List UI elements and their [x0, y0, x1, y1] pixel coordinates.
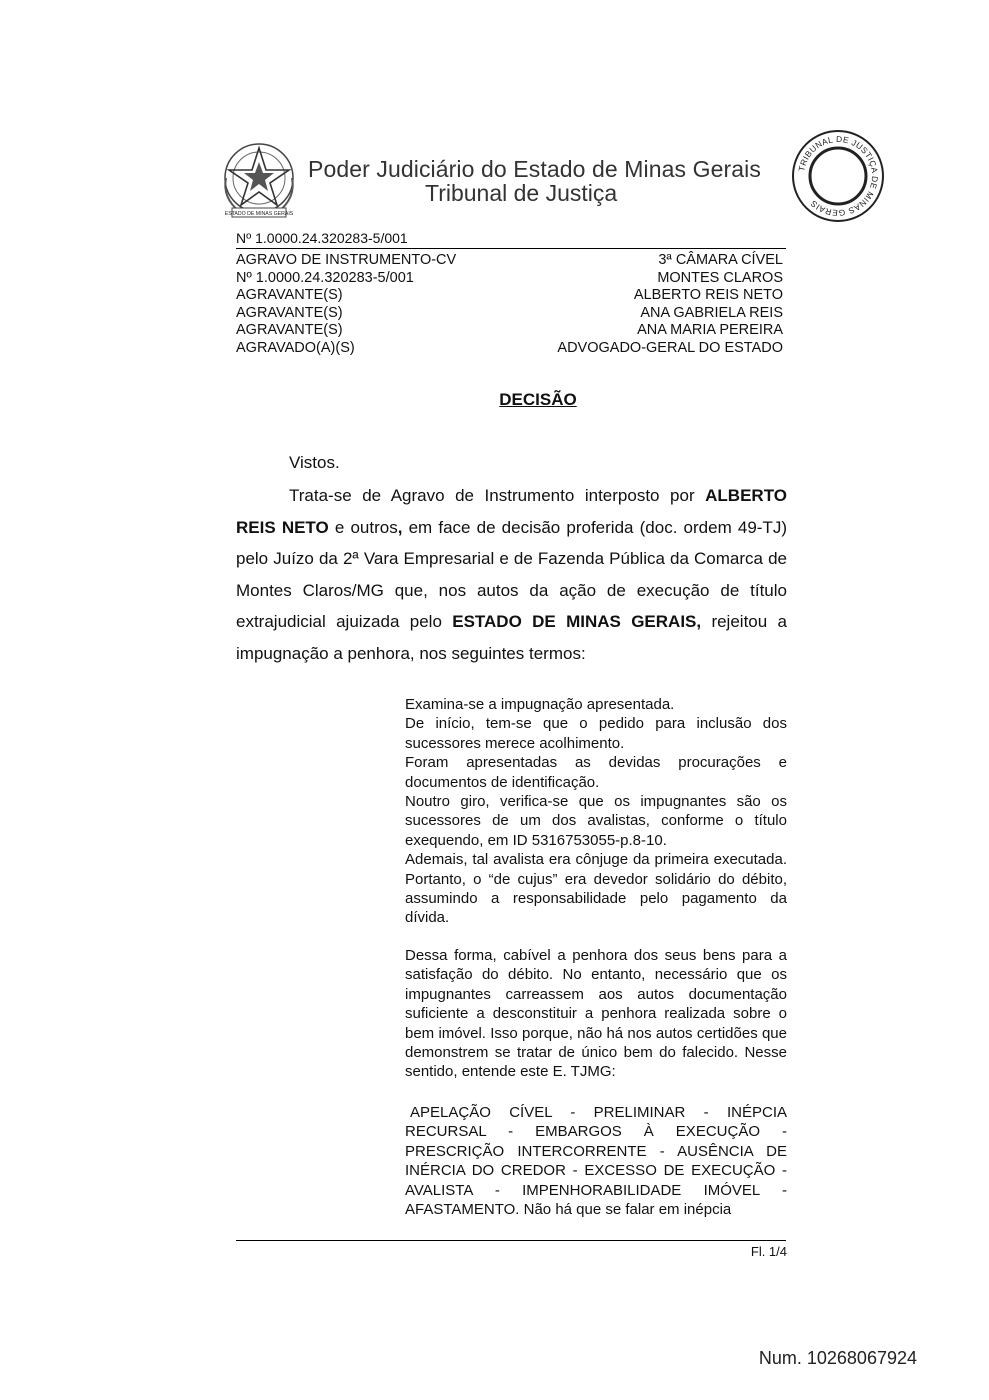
jurisprudence-text: APELAÇÃO CÍVEL - PRELIMINAR - INÉPCIA RECURSAL - EMBARGOS À EXECUÇÃO - PRESCRIÇÃO INTERCORRENTE - AUSÊNCIA DE INÉRCIA DO CREDOR - EXCESSO DE EXECUÇÃO - AVALISTA - IMPENHORABILIDADE IMÓVEL - AFASTAMENTO. Não há que se falar em inépcia	[405, 1104, 787, 1219]
jurisprudence-quote	[405, 1103, 787, 1219]
paragraph-text: rejeitou a impugnação a penhora, nos seguintes termos:	[236, 612, 787, 663]
court-seal-icon	[790, 128, 886, 224]
quote-line: Examina-se a impugnação apresentada.	[405, 696, 675, 713]
party-row	[236, 305, 783, 323]
coat-of-arms-icon	[220, 138, 298, 222]
decision-paragraph	[236, 480, 787, 669]
process-number: Nº 1.0000.24.320283-5/001	[236, 230, 408, 246]
party-value: MONTES CLAROS	[657, 269, 783, 286]
appellant-name: ALBERTO REIS NETO	[236, 486, 787, 537]
coat-of-arms-text: ESTADO DE MINAS GERAIS	[224, 211, 294, 217]
party-label: AGRAVADO(A)(S)	[236, 339, 355, 356]
parties-table	[236, 252, 783, 358]
appellee-name: ESTADO DE MINAS GERAIS,	[452, 612, 702, 631]
party-label: AGRAVANTE(S)	[236, 287, 343, 304]
vistos-text: Vistos.	[289, 453, 340, 472]
party-row	[236, 252, 783, 270]
paragraph-comma: ,	[397, 517, 403, 537]
document-number: Num. 10268067924	[758, 1348, 917, 1368]
party-value: ADVOGADO-GERAL DO ESTADO	[557, 339, 783, 356]
party-value: ANA MARIA PEREIRA	[637, 322, 783, 339]
party-row	[236, 270, 783, 288]
quote-line: Ademais, tal avalista era cônjuge da primeira executada. Portanto, o “de cujus” era devedor solidário do débito, assumindo a responsabilidade pelo pagamento da dívida.	[405, 851, 787, 927]
court-name: Poder Judiciário do Estado de Minas Gerais	[308, 156, 761, 182]
party-row	[236, 322, 783, 340]
tribunal-name: Tribunal de Justiça	[425, 180, 618, 206]
party-row	[236, 287, 783, 305]
party-value: 3ª CÂMARA CÍVEL	[658, 252, 783, 268]
party-label: AGRAVO DE INSTRUMENTO-CV	[236, 252, 457, 268]
party-label: Nº 1.0000.24.320283-5/001	[236, 269, 414, 286]
quote-line: De início, tem-se que o pedido para inclusão dos sucessores merece acolhimento.	[405, 715, 787, 752]
quote-line: Foram apresentadas as devidas procurações e documentos de identificação.	[405, 754, 787, 791]
paragraph-text: Trata-se de Agravo de Instrumento interposto por	[289, 486, 706, 505]
seal-text: TRIBUNAL DE JUSTIÇA DE MINAS GERAIS	[796, 133, 881, 219]
quote-line: Noutro giro, verifica-se que os impugnantes são os sucessores de um dos avalistas, conforme o título exequendo, em ID 5316753055-p.8-10.	[405, 793, 787, 849]
party-label: AGRAVANTE(S)	[236, 322, 343, 339]
paragraph-text: e outros	[328, 517, 398, 537]
party-value: ANA GABRIELA REIS	[640, 304, 783, 321]
quoted-decision-paragraph: Dessa forma, cabível a penhora dos seus bens para a satisfação do débito. No entanto, necessário que os impugnantes carreassem aos autos documentação suficiente a desconstituir a penhora realizada sobre o bem imóvel. Isso porque, não há nos autos certidões que demonstrem se tratar de único bem do falecido. Nesse sentido, entende este E. TJMG:	[405, 947, 787, 1081]
quoted-decision-block	[405, 695, 787, 928]
footer-divider	[236, 1240, 786, 1241]
party-value: ALBERTO REIS NETO	[633, 287, 783, 304]
header-divider	[236, 248, 786, 249]
decision-title: DECISÃO	[499, 390, 577, 409]
party-label: AGRAVANTE(S)	[236, 304, 343, 321]
page-folio: Fl. 1/4	[750, 1244, 787, 1259]
party-row	[236, 340, 783, 358]
paragraph-text: em face de decisão proferida (doc. ordem 49-TJ) pelo Juízo da 2ª Vara Empresarial e de Fazenda Pública da Comarca de Montes Claros/MG que, nos autos da ação de execução de título extrajudicial ajuizada pelo	[236, 517, 787, 631]
